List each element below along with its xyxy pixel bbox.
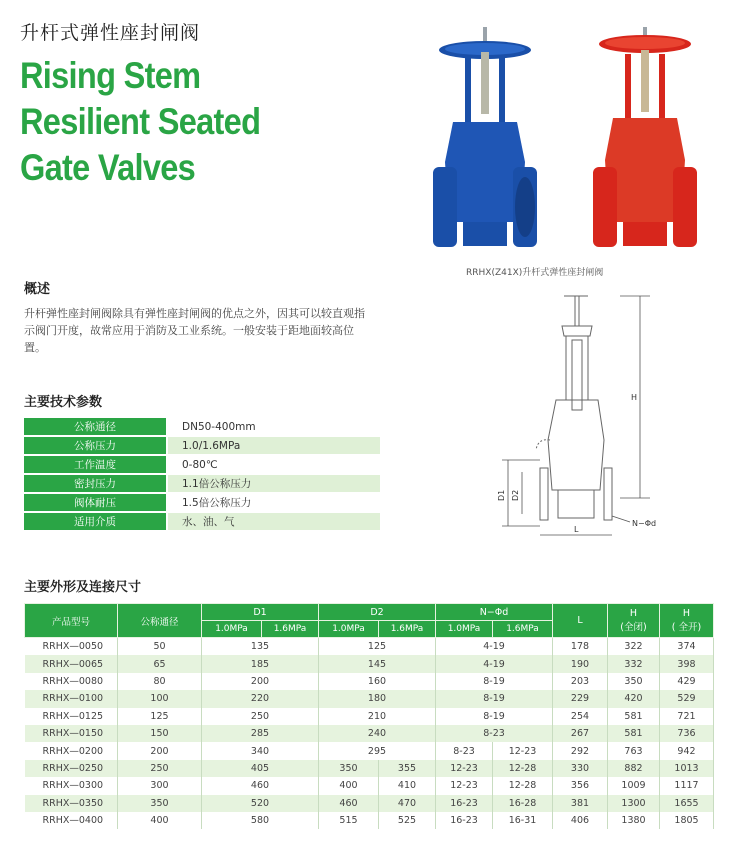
table-row (25, 777, 714, 794)
cell-n-phid: 8-19 (436, 673, 553, 690)
title-en-line3: Gate Valves (20, 147, 196, 188)
cell-h-closed: 882 (608, 760, 660, 777)
table-row (25, 812, 714, 829)
cell-d1: 580 (202, 812, 319, 829)
col-d2: D2 (319, 604, 436, 621)
cell-model: RRHX—0065 (25, 655, 118, 672)
cell-d1: 340 (202, 742, 319, 759)
dim-label-n-phid: N−Φd (632, 519, 657, 528)
cell-h-closed: 1009 (608, 777, 660, 794)
cell-d2-10: 400 (319, 777, 379, 794)
cell-h-open: 398 (660, 655, 714, 672)
cell-n-16: 12-23 (493, 742, 553, 759)
cell-d2: 145 (319, 655, 436, 672)
cell-h-open: 736 (660, 725, 714, 742)
dimensions-body (25, 638, 714, 830)
cell-dn: 80 (118, 673, 202, 690)
param-value: 1.1倍公称压力 (167, 474, 380, 493)
cell-d2-16: 410 (379, 777, 436, 794)
cell-h-open: 374 (660, 638, 714, 656)
param-row (24, 512, 380, 531)
cell-model: RRHX—0100 (25, 690, 118, 707)
cell-h-open: 1805 (660, 812, 714, 829)
cell-model: RRHX—0080 (25, 673, 118, 690)
param-row (24, 418, 380, 436)
col-n-16: 1.6MPa (493, 621, 553, 638)
title-en-line1: Rising Stem (20, 55, 201, 96)
cell-dn: 300 (118, 777, 202, 794)
cell-h-open: 1013 (660, 760, 714, 777)
col-model: 产品型号 (25, 604, 118, 638)
table-row (25, 673, 714, 690)
cell-h-closed: 581 (608, 725, 660, 742)
blue-valve-illustration (433, 27, 537, 247)
red-valve-illustration (593, 27, 697, 247)
col-d1-16: 1.6MPa (262, 621, 319, 638)
col-l: L (553, 604, 608, 638)
cell-n-phid: 4-19 (436, 638, 553, 656)
cell-model: RRHX—0125 (25, 708, 118, 725)
valve-photos (425, 22, 725, 262)
overview-heading: 概述 (24, 282, 51, 297)
cell-h-closed: 763 (608, 742, 660, 759)
cell-h-open: 942 (660, 742, 714, 759)
cell-d1: 285 (202, 725, 319, 742)
col-n-10: 1.0MPa (436, 621, 493, 638)
cell-n-phid: 8-19 (436, 690, 553, 707)
cell-d2-16: 470 (379, 795, 436, 812)
cell-l: 203 (553, 673, 608, 690)
param-row (24, 474, 380, 493)
table-row (25, 690, 714, 707)
dims-heading: 主要外形及连接尺寸 (24, 580, 142, 595)
cell-n-10: 16-23 (436, 812, 493, 829)
cell-d1: 200 (202, 673, 319, 690)
cell-d2: 210 (319, 708, 436, 725)
table-row (25, 795, 714, 812)
param-value: DN50-400mm (167, 418, 380, 436)
col-dn: 公称通径 (118, 604, 202, 638)
param-key: 公称压力 (24, 436, 167, 455)
overview-text: 升杆弹性座封闸阀除具有弹性座封闸阀的优点之外，因其可以较直观指示阀门开度，故常应用于消防及工业系统。一般安装于距地面较高位置。 (24, 307, 365, 354)
dimensions-table (24, 603, 714, 829)
valve-caption: RRHX(Z41X)升杆式弹性座封闸阀 (466, 268, 604, 278)
cell-n-10: 12-23 (436, 760, 493, 777)
table-row (25, 708, 714, 725)
param-value: 水、油、气 (167, 512, 380, 531)
param-row (24, 455, 380, 474)
cell-h-closed: 1300 (608, 795, 660, 812)
cell-n-10: 16-23 (436, 795, 493, 812)
param-key: 适用介质 (24, 512, 167, 531)
cell-l: 190 (553, 655, 608, 672)
cell-h-open: 529 (660, 690, 714, 707)
cell-d2: 240 (319, 725, 436, 742)
cell-h-open: 1655 (660, 795, 714, 812)
param-key: 阀体耐压 (24, 493, 167, 512)
cell-d2: 180 (319, 690, 436, 707)
cell-dn: 65 (118, 655, 202, 672)
col-d1-10: 1.0MPa (202, 621, 262, 638)
cell-d1: 220 (202, 690, 319, 707)
table-row (25, 760, 714, 777)
col-n-phid: N−Φd (436, 604, 553, 621)
title-en-line2: Resilient Seated (20, 101, 261, 142)
cell-dn: 50 (118, 638, 202, 656)
cell-l: 178 (553, 638, 608, 656)
col-d2-10: 1.0MPa (319, 621, 379, 638)
page-title-cn: 升杆式弹性座封闸阀 (20, 22, 201, 44)
cell-h-closed: 420 (608, 690, 660, 707)
param-row (24, 436, 380, 455)
cell-l: 292 (553, 742, 608, 759)
cell-dn: 350 (118, 795, 202, 812)
cell-n-10: 12-23 (436, 777, 493, 794)
cell-l: 267 (553, 725, 608, 742)
cell-h-closed: 350 (608, 673, 660, 690)
cell-d2-16: 355 (379, 760, 436, 777)
param-key: 公称通径 (24, 418, 167, 436)
cell-d2-10: 350 (319, 760, 379, 777)
dim-label-l: L (574, 525, 579, 534)
cell-d2-16: 525 (379, 812, 436, 829)
table-row (25, 655, 714, 672)
col-d1: D1 (202, 604, 319, 621)
cell-dn: 250 (118, 760, 202, 777)
cell-d1: 135 (202, 638, 319, 656)
cell-h-closed: 581 (608, 708, 660, 725)
cell-d2: 160 (319, 673, 436, 690)
cell-n-phid: 8-19 (436, 708, 553, 725)
cell-model: RRHX—0150 (25, 725, 118, 742)
cell-h-open: 721 (660, 708, 714, 725)
cell-model: RRHX—0050 (25, 638, 118, 656)
cell-h-open: 429 (660, 673, 714, 690)
cell-n-16: 16-28 (493, 795, 553, 812)
cell-dn: 400 (118, 812, 202, 829)
cell-dn: 200 (118, 742, 202, 759)
cell-h-closed: 1380 (608, 812, 660, 829)
param-value: 1.5倍公称压力 (167, 493, 380, 512)
cell-d1: 405 (202, 760, 319, 777)
valve-dimension-drawing (490, 290, 660, 540)
table-row (25, 725, 714, 742)
cell-d1: 520 (202, 795, 319, 812)
cell-l: 356 (553, 777, 608, 794)
param-value: 0-80℃ (167, 455, 380, 474)
cell-l: 229 (553, 690, 608, 707)
cell-n-16: 12-28 (493, 760, 553, 777)
cell-d1: 185 (202, 655, 319, 672)
cell-model: RRHX—0350 (25, 795, 118, 812)
cell-model: RRHX—0200 (25, 742, 118, 759)
table-row (25, 638, 714, 656)
cell-h-closed: 322 (608, 638, 660, 656)
cell-n-phid: 4-19 (436, 655, 553, 672)
dim-label-h: H (631, 393, 638, 402)
cell-n-16: 12-28 (493, 777, 553, 794)
cell-d1: 250 (202, 708, 319, 725)
cell-l: 406 (553, 812, 608, 829)
cell-n-10: 8-23 (436, 742, 493, 759)
cell-d2: 295 (319, 742, 436, 759)
cell-dn: 100 (118, 690, 202, 707)
cell-n-16: 16-31 (493, 812, 553, 829)
cell-l: 330 (553, 760, 608, 777)
col-h-closed: H (全闭) (608, 604, 660, 638)
dim-label-d2: D2 (511, 489, 520, 501)
col-h-open: H ( 全开) (660, 604, 714, 638)
cell-h-open: 1117 (660, 777, 714, 794)
cell-n-phid: 8-23 (436, 725, 553, 742)
param-key: 工作温度 (24, 455, 167, 474)
tech-heading: 主要技术参数 (24, 395, 103, 410)
cell-model: RRHX—0250 (25, 760, 118, 777)
cell-d2-10: 460 (319, 795, 379, 812)
cell-l: 381 (553, 795, 608, 812)
cell-d1: 460 (202, 777, 319, 794)
cell-d2-10: 515 (319, 812, 379, 829)
dim-label-d1: D1 (497, 489, 506, 501)
cell-model: RRHX—0400 (25, 812, 118, 829)
cell-d2: 125 (319, 638, 436, 656)
param-key: 密封压力 (24, 474, 167, 493)
cell-l: 254 (553, 708, 608, 725)
cell-h-closed: 332 (608, 655, 660, 672)
table-row (25, 742, 714, 759)
cell-dn: 150 (118, 725, 202, 742)
col-d2-16: 1.6MPa (379, 621, 436, 638)
cell-model: RRHX—0300 (25, 777, 118, 794)
param-value: 1.0/1.6MPa (167, 436, 380, 455)
tech-params-table (24, 418, 380, 532)
param-row (24, 493, 380, 512)
cell-dn: 125 (118, 708, 202, 725)
